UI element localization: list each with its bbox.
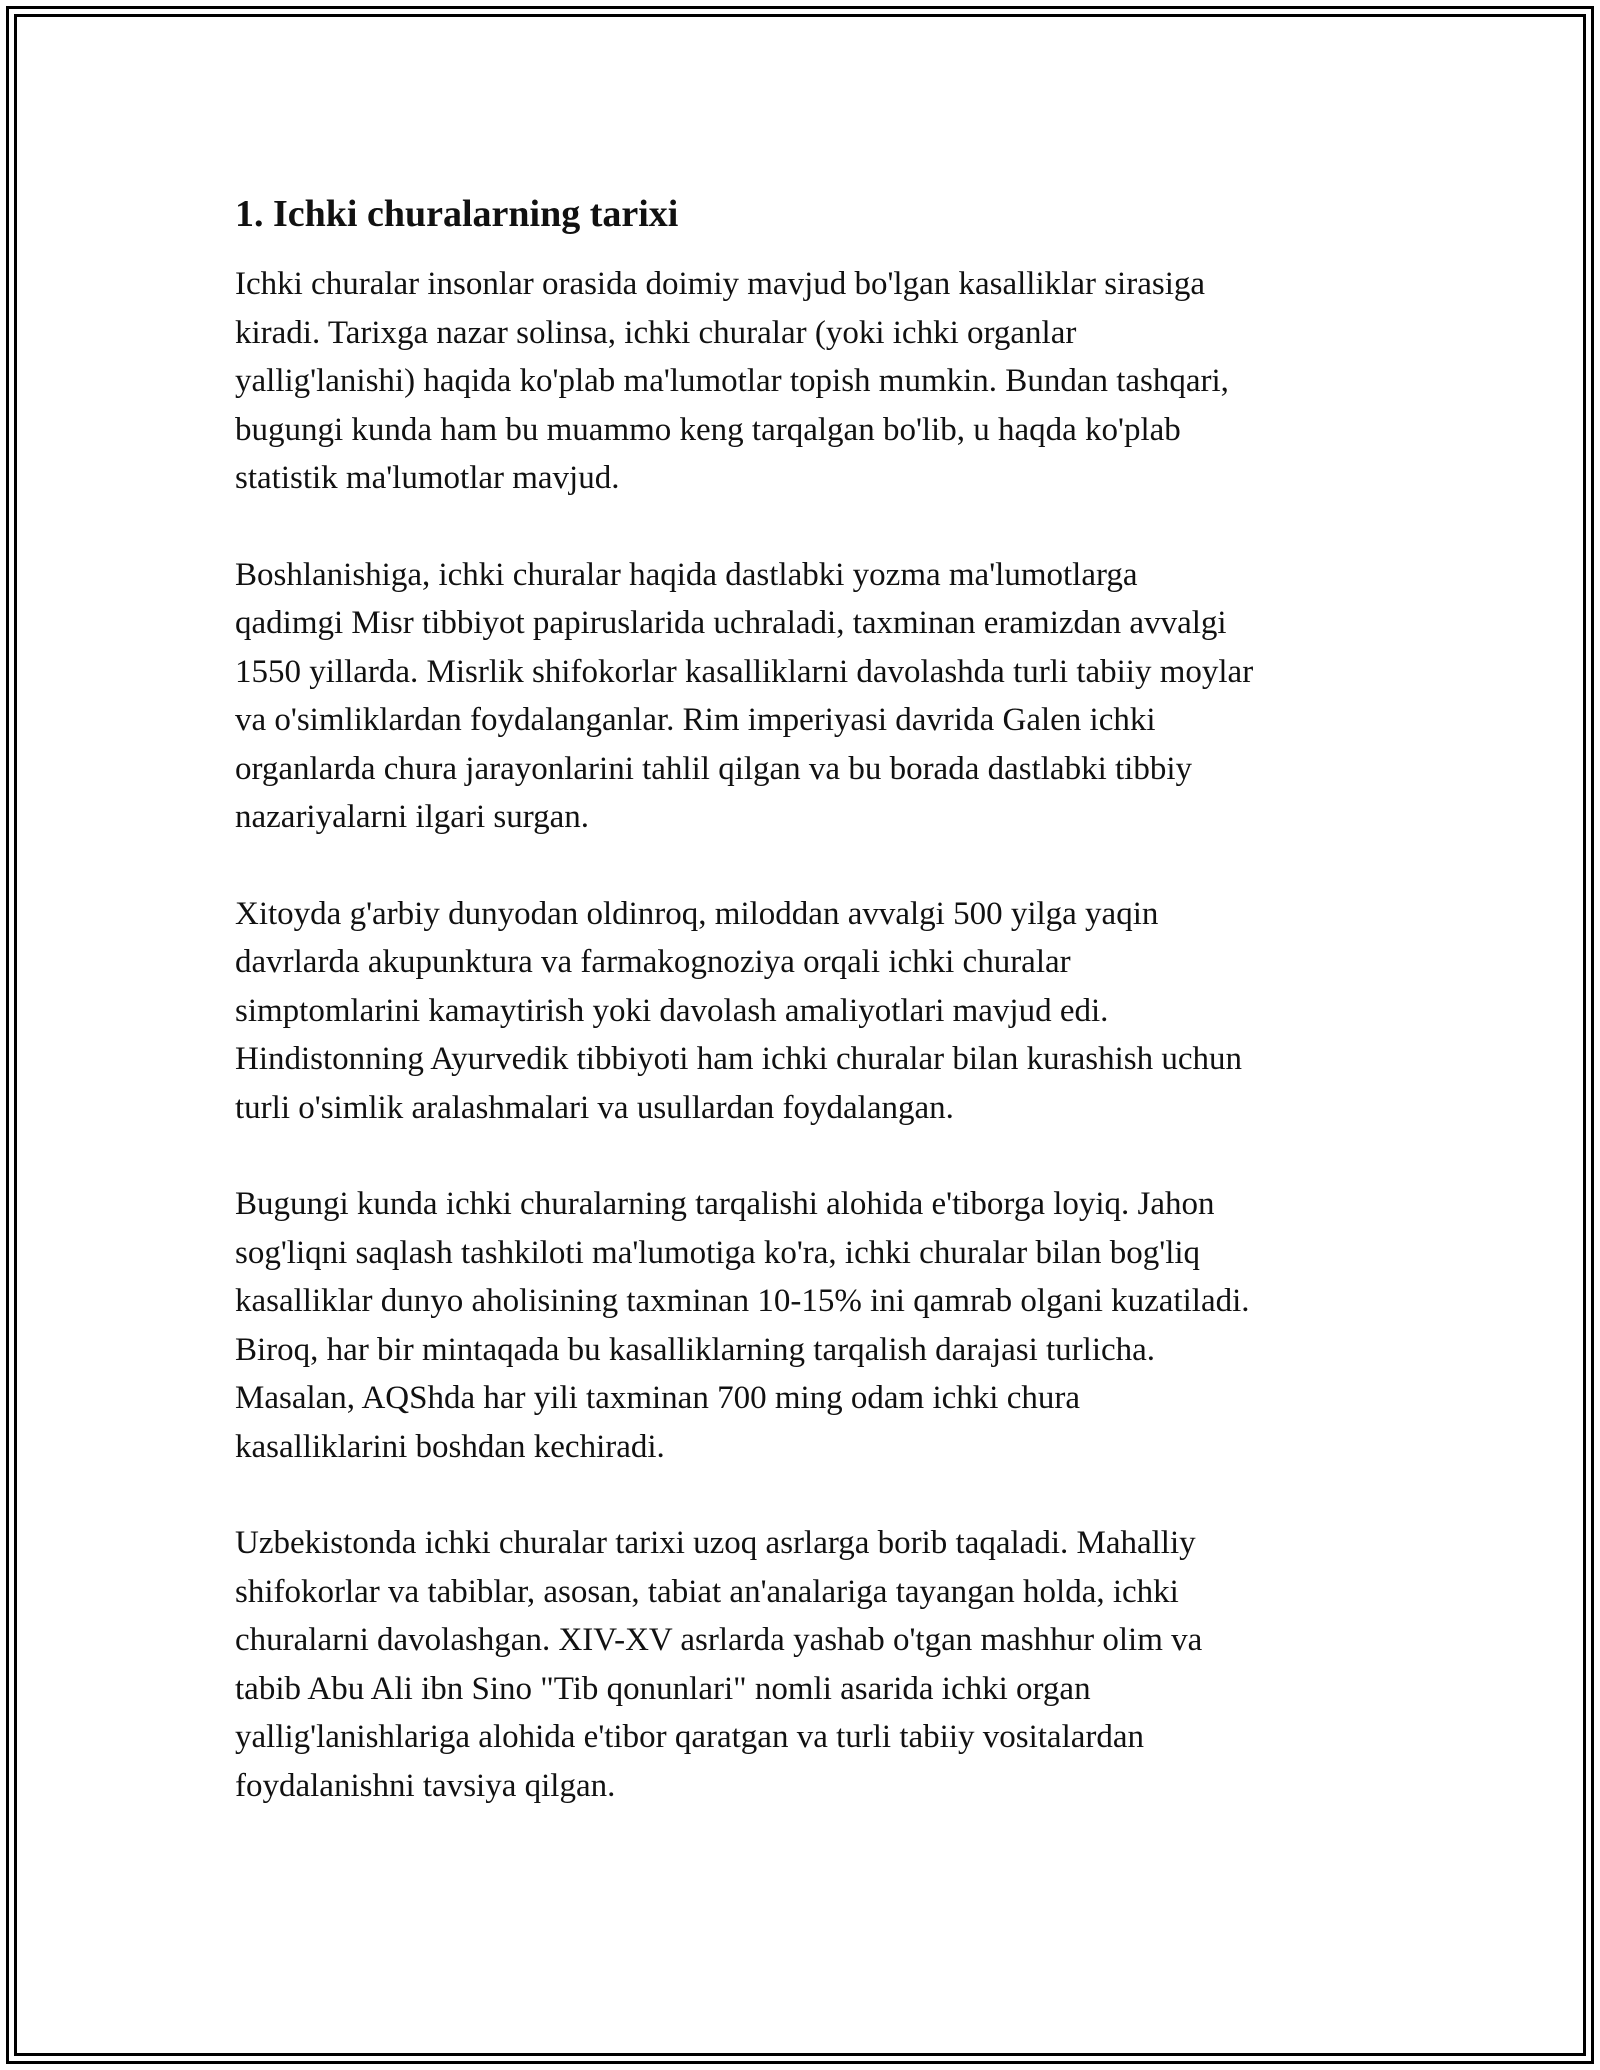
section-heading: 1. Ichki churalarning tarixi	[235, 193, 679, 235]
document-body	[235, 188, 1385, 1858]
paragraph-ancient-egypt-rome: Boshlanishiga, ichki churalar haqida dastlabki yozma ma'lumotlarga qadimgi Misr tibbiyot papiruslarida uchraladi, taxminan eramizdan avvalgi 1550 yillarda. Misrlik shifokorlar kasalliklarni davolashda turli tabiiy moylar va o'simliklardan foydalanganlar. Rim imperiyasi davrida Galen ichki organlarda chura jarayonlarini tahlil qilgan va bu borada dastlabki tibbiy nazariyalarni ilgari surgan.	[235, 556, 1254, 835]
paragraph-uzbekistan: Uzbekistonda ichki churalar tarixi uzoq asrlarga borib taqaladi. Mahalliy shifokorlar va tabiblar, asosan, tabiat an'analariga tayangan holda, ichki churalarni davolashgan. XIV-XV asrlarda yashab o'tgan mashhur olim va tabib Abu Ali ibn Sino "Tib qonunlari" nomli asarida ichki organ yallig'lanishlariga alohida e'tibor qaratgan va turli tabiiy vositalardan foydalanishni tavsiya qilgan.	[235, 1525, 1203, 1804]
paragraph-china-india: Xitoyda g'arbiy dunyodan oldinroq, miloddan avvalgi 500 yilga yaqin davrlarda akupunktura va farmakognoziya orqali ichki churalar simptomlarini kamaytirish yoki davolash amaliyotlari mavjud edi. Hindistonning Ayurvedik tibbiyoti ham ichki churalar bilan kurashish uchun turli o'simlik aralashmalari va usullardan foydalangan.	[235, 895, 1242, 1126]
paragraph-modern-statistics: Bugungi kunda ichki churalarning tarqalishi alohida e'tiborga loyiq. Jahon sog'liqni saqlash tashkiloti ma'lumotiga ko'ra, ichki churalar bilan bog'liq kasalliklar dunyo aholisining taxminan 10-15% ini qamrab olgani kuzatiladi. Biroq, har bir mintaqada bu kasalliklarning tarqalish darajasi turlicha. Masalan, AQShda har yili taxminan 700 ming odam ichki chura kasalliklarini boshdan kechiradi.	[235, 1186, 1250, 1465]
paragraph-history-intro: Ichki churalar insonlar orasida doimiy mavjud bo'lgan kasalliklar sirasiga kiradi. Tarixga nazar solinsa, ichki churalar (yoki ichki organlar yallig'lanishi) haqida ko'plab ma'lumotlar topish mumkin. Bundan tashqari, bugungi kunda ham bu muammo keng tarqalgan bo'lib, u haqda ko'plab statistik ma'lumotlar mavjud.	[235, 266, 1229, 496]
